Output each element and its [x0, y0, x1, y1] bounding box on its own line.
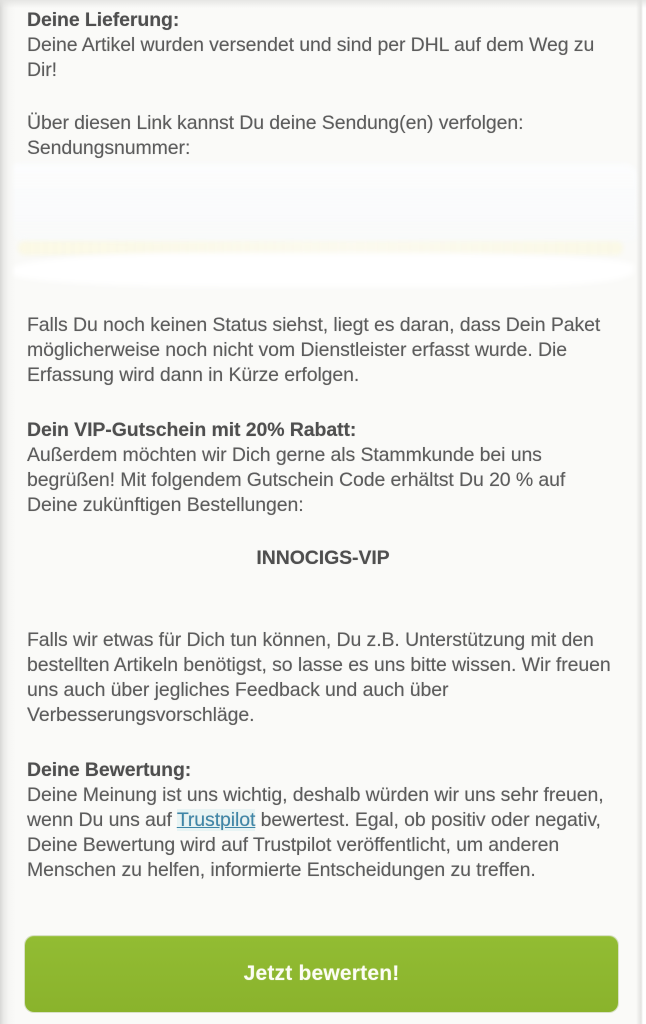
- screenshot-top-edge: [0, 0, 646, 8]
- voucher-section: [27, 418, 617, 518]
- status-note: Falls Du noch keinen Status siehst, liegt es daran, dass Dein Paket möglicherweise noch nicht vom Dienstleister erfasst wurde. Die Erfassung wird dann in Kürze erfolgen.: [27, 314, 601, 386]
- voucher-heading: Dein VIP-Gutschein mit 20% Rabatt:: [27, 419, 357, 441]
- tracking-section: [27, 111, 617, 161]
- tracking-number-label: Sendungsnummer:: [27, 137, 191, 159]
- tracking-intro: Über diesen Link kannst Du deine Sendung(en) verfolgen:: [27, 112, 524, 134]
- review-body: [27, 783, 617, 883]
- review-body-after-link: bewertest. Egal, ob positiv oder negativ, Deine Bewertung wird auf Trustpilot veröffentlicht, um anderen Menschen zu helfen, informierte Entscheidungen zu treffen.: [27, 809, 601, 881]
- support-note: Falls wir etwas für Dich tun können, Du z.B. Unterstützung mit den bestellten Artikeln benötigst, so lasse es uns bitte wissen. Wir freuen uns auch über jegliches Feedback und auch über Verbesserungsvorschläge.: [27, 629, 611, 726]
- shipping-heading: Deine Lieferung:: [27, 9, 180, 31]
- redaction-smudge: [10, 253, 634, 287]
- trustpilot-link[interactable]: Trustpilot: [176, 809, 256, 831]
- review-body-before-link: Deine Meinung ist uns wichtig, deshalb würden wir uns sehr freuen, wenn Du uns auf: [27, 784, 604, 831]
- shipping-body: Deine Artikel wurden versendet und sind per DHL auf dem Weg zu Dir!: [27, 34, 595, 81]
- screenshot-left-edge: [0, 0, 16, 1024]
- screenshot-right-edge: [636, 0, 646, 1024]
- redaction-smudge: [8, 163, 638, 241]
- review-section: [27, 758, 617, 883]
- redacted-tracking-number: [8, 163, 638, 293]
- shipping-section: [27, 8, 617, 83]
- voucher-code: INNOCIGS-VIP: [256, 547, 390, 569]
- redaction-smudge: [18, 241, 623, 255]
- rate-now-button[interactable]: Jetzt bewerten!: [25, 936, 618, 1012]
- voucher-body: Außerdem möchten wir Dich gerne als Stammkunde bei uns begrüßen! Mit folgendem Gutschein Code erhältst Du 20 % auf Deine zukünftigen Bestellungen:: [27, 444, 566, 516]
- review-heading: Deine Bewertung:: [27, 759, 192, 781]
